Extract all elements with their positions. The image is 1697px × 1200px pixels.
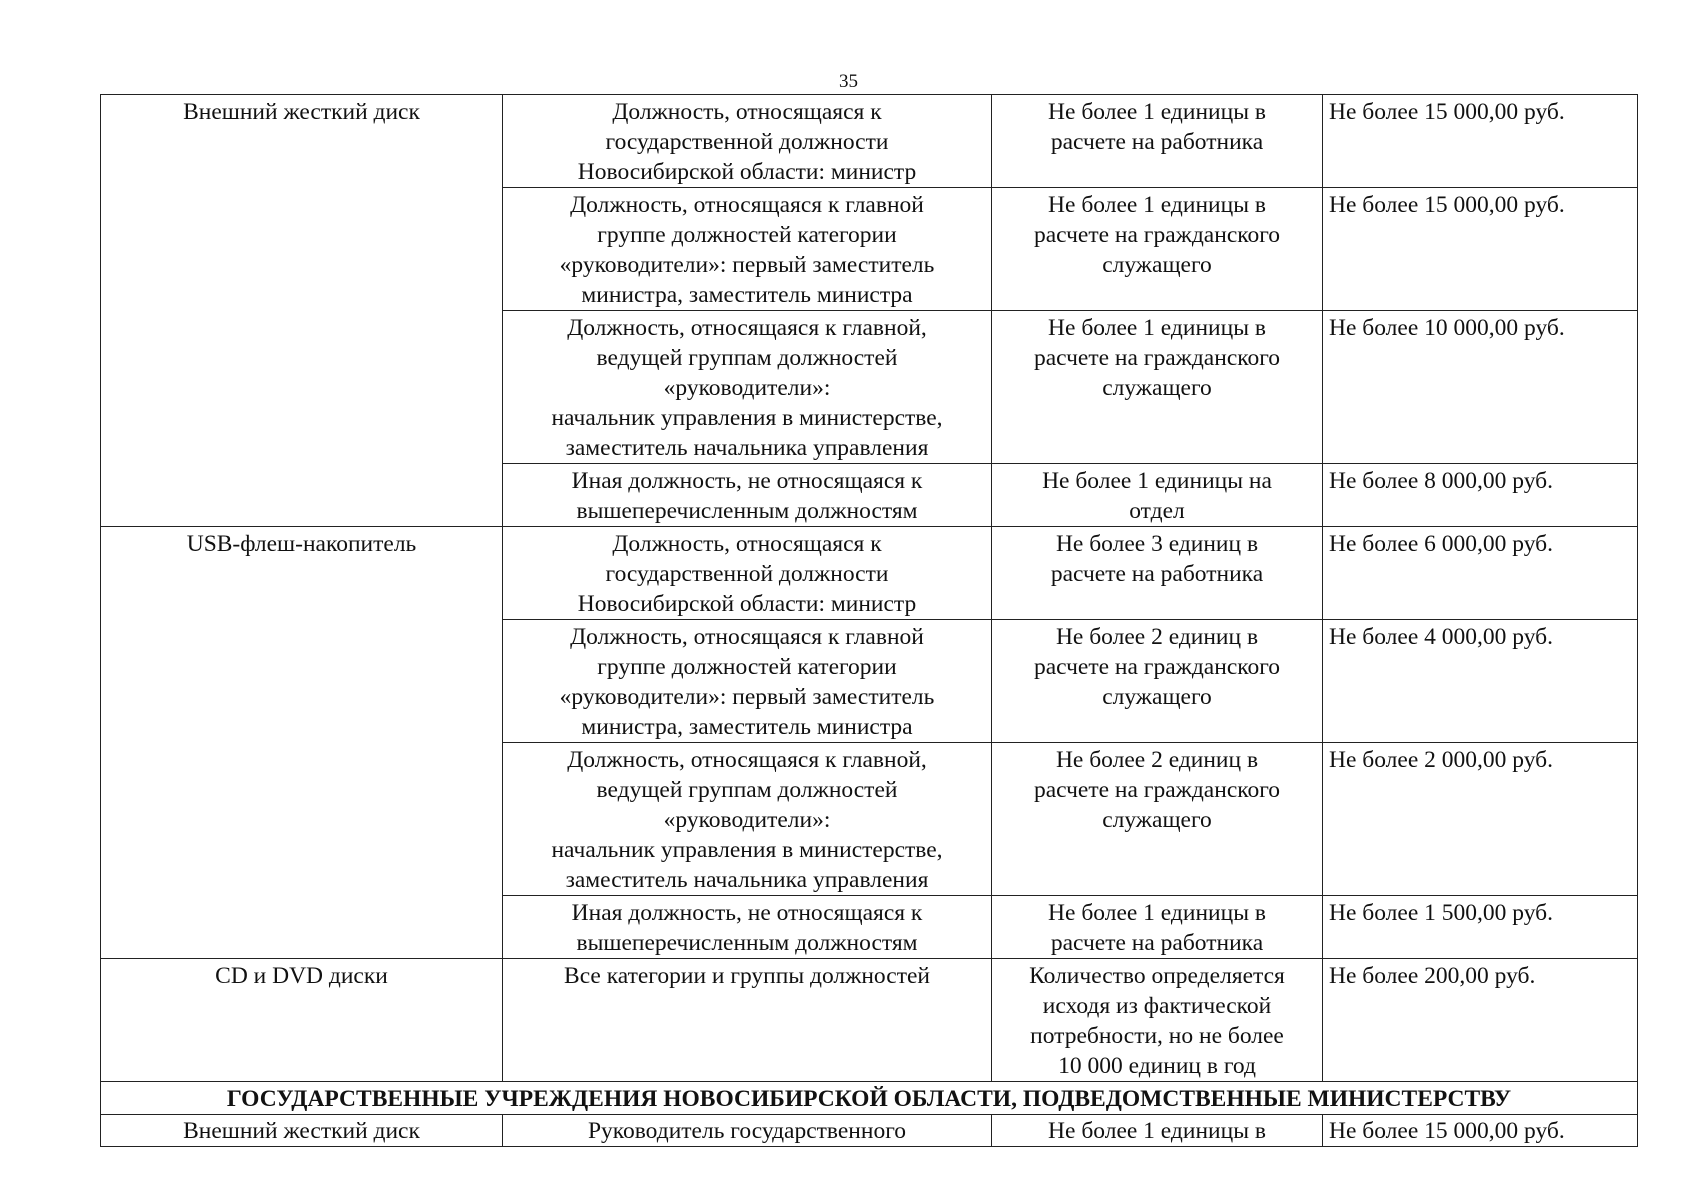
position-cell: Должность, относящаяся к главной группе должностей категории «руководители»: первый заместитель министра, заместитель министра bbox=[503, 188, 992, 311]
position-cell: Должность, относящаяся к главной группе должностей категории «руководители»: первый заместитель министра, заместитель министра bbox=[503, 620, 992, 743]
table-row bbox=[101, 527, 1638, 620]
norms-table bbox=[100, 94, 1638, 1147]
quantity-cell: Не более 2 единиц в расчете на гражданского служащего bbox=[992, 620, 1323, 743]
quantity-cell: Не более 1 единицы на отдел bbox=[992, 464, 1323, 527]
quantity-cell: Количество определяется исходя из фактической потребности, но не более 10 000 единиц в год bbox=[992, 959, 1323, 1082]
position-cell: Руководитель государственного bbox=[503, 1115, 992, 1147]
table-row bbox=[101, 959, 1638, 1082]
item-name-cell: CD и DVD диски bbox=[101, 959, 503, 1082]
table-row bbox=[101, 1115, 1638, 1147]
price-cell: Не более 6 000,00 руб. bbox=[1323, 527, 1638, 620]
item-name-cell: Внешний жесткий диск bbox=[101, 1115, 503, 1147]
price-cell: Не более 8 000,00 руб. bbox=[1323, 464, 1638, 527]
price-cell: Не более 2 000,00 руб. bbox=[1323, 743, 1638, 896]
page-number: 35 bbox=[839, 71, 858, 92]
position-cell: Иная должность, не относящаяся к вышеперечисленным должностям bbox=[503, 896, 992, 959]
quantity-cell: Не более 2 единиц в расчете на гражданского служащего bbox=[992, 743, 1323, 896]
price-cell: Не более 200,00 руб. bbox=[1323, 959, 1638, 1082]
position-cell: Иная должность, не относящаяся к вышеперечисленным должностям bbox=[503, 464, 992, 527]
position-cell: Все категории и группы должностей bbox=[503, 959, 992, 1082]
price-cell: Не более 15 000,00 руб. bbox=[1323, 95, 1638, 188]
position-cell: Должность, относящаяся к государственной должности Новосибирской области: министр bbox=[503, 527, 992, 620]
price-cell: Не более 15 000,00 руб. bbox=[1323, 1115, 1638, 1147]
quantity-cell: Не более 1 единицы в расчете на гражданского служащего bbox=[992, 311, 1323, 464]
quantity-cell: Не более 1 единицы в расчете на гражданского служащего bbox=[992, 188, 1323, 311]
item-name-cell: USB-флеш-накопитель bbox=[101, 527, 503, 959]
position-cell: Должность, относящаяся к главной, ведущей группам должностей «руководители»: начальник управления в министерстве, заместитель начальника управления bbox=[503, 311, 992, 464]
section-row bbox=[101, 1082, 1638, 1115]
price-cell: Не более 15 000,00 руб. bbox=[1323, 188, 1638, 311]
item-name-cell: Внешний жесткий диск bbox=[101, 95, 503, 527]
quantity-cell: Не более 1 единицы в bbox=[992, 1115, 1323, 1147]
price-cell: Не более 10 000,00 руб. bbox=[1323, 311, 1638, 464]
price-cell: Не более 4 000,00 руб. bbox=[1323, 620, 1638, 743]
quantity-cell: Не более 1 единицы в расчете на работника bbox=[992, 896, 1323, 959]
table-row bbox=[101, 95, 1638, 188]
price-cell: Не более 1 500,00 руб. bbox=[1323, 896, 1638, 959]
position-cell: Должность, относящаяся к главной, ведущей группам должностей «руководители»: начальник управления в министерстве, заместитель начальника управления bbox=[503, 743, 992, 896]
quantity-cell: Не более 1 единицы в расчете на работника bbox=[992, 95, 1323, 188]
section-heading: ГОСУДАРСТВЕННЫЕ УЧРЕЖДЕНИЯ НОВОСИБИРСКОЙ ОБЛАСТИ, ПОДВЕДОМСТВЕННЫЕ МИНИСТЕРСТВУ bbox=[101, 1082, 1638, 1115]
quantity-cell: Не более 3 единиц в расчете на работника bbox=[992, 527, 1323, 620]
position-cell: Должность, относящаяся к государственной должности Новосибирской области: министр bbox=[503, 95, 992, 188]
